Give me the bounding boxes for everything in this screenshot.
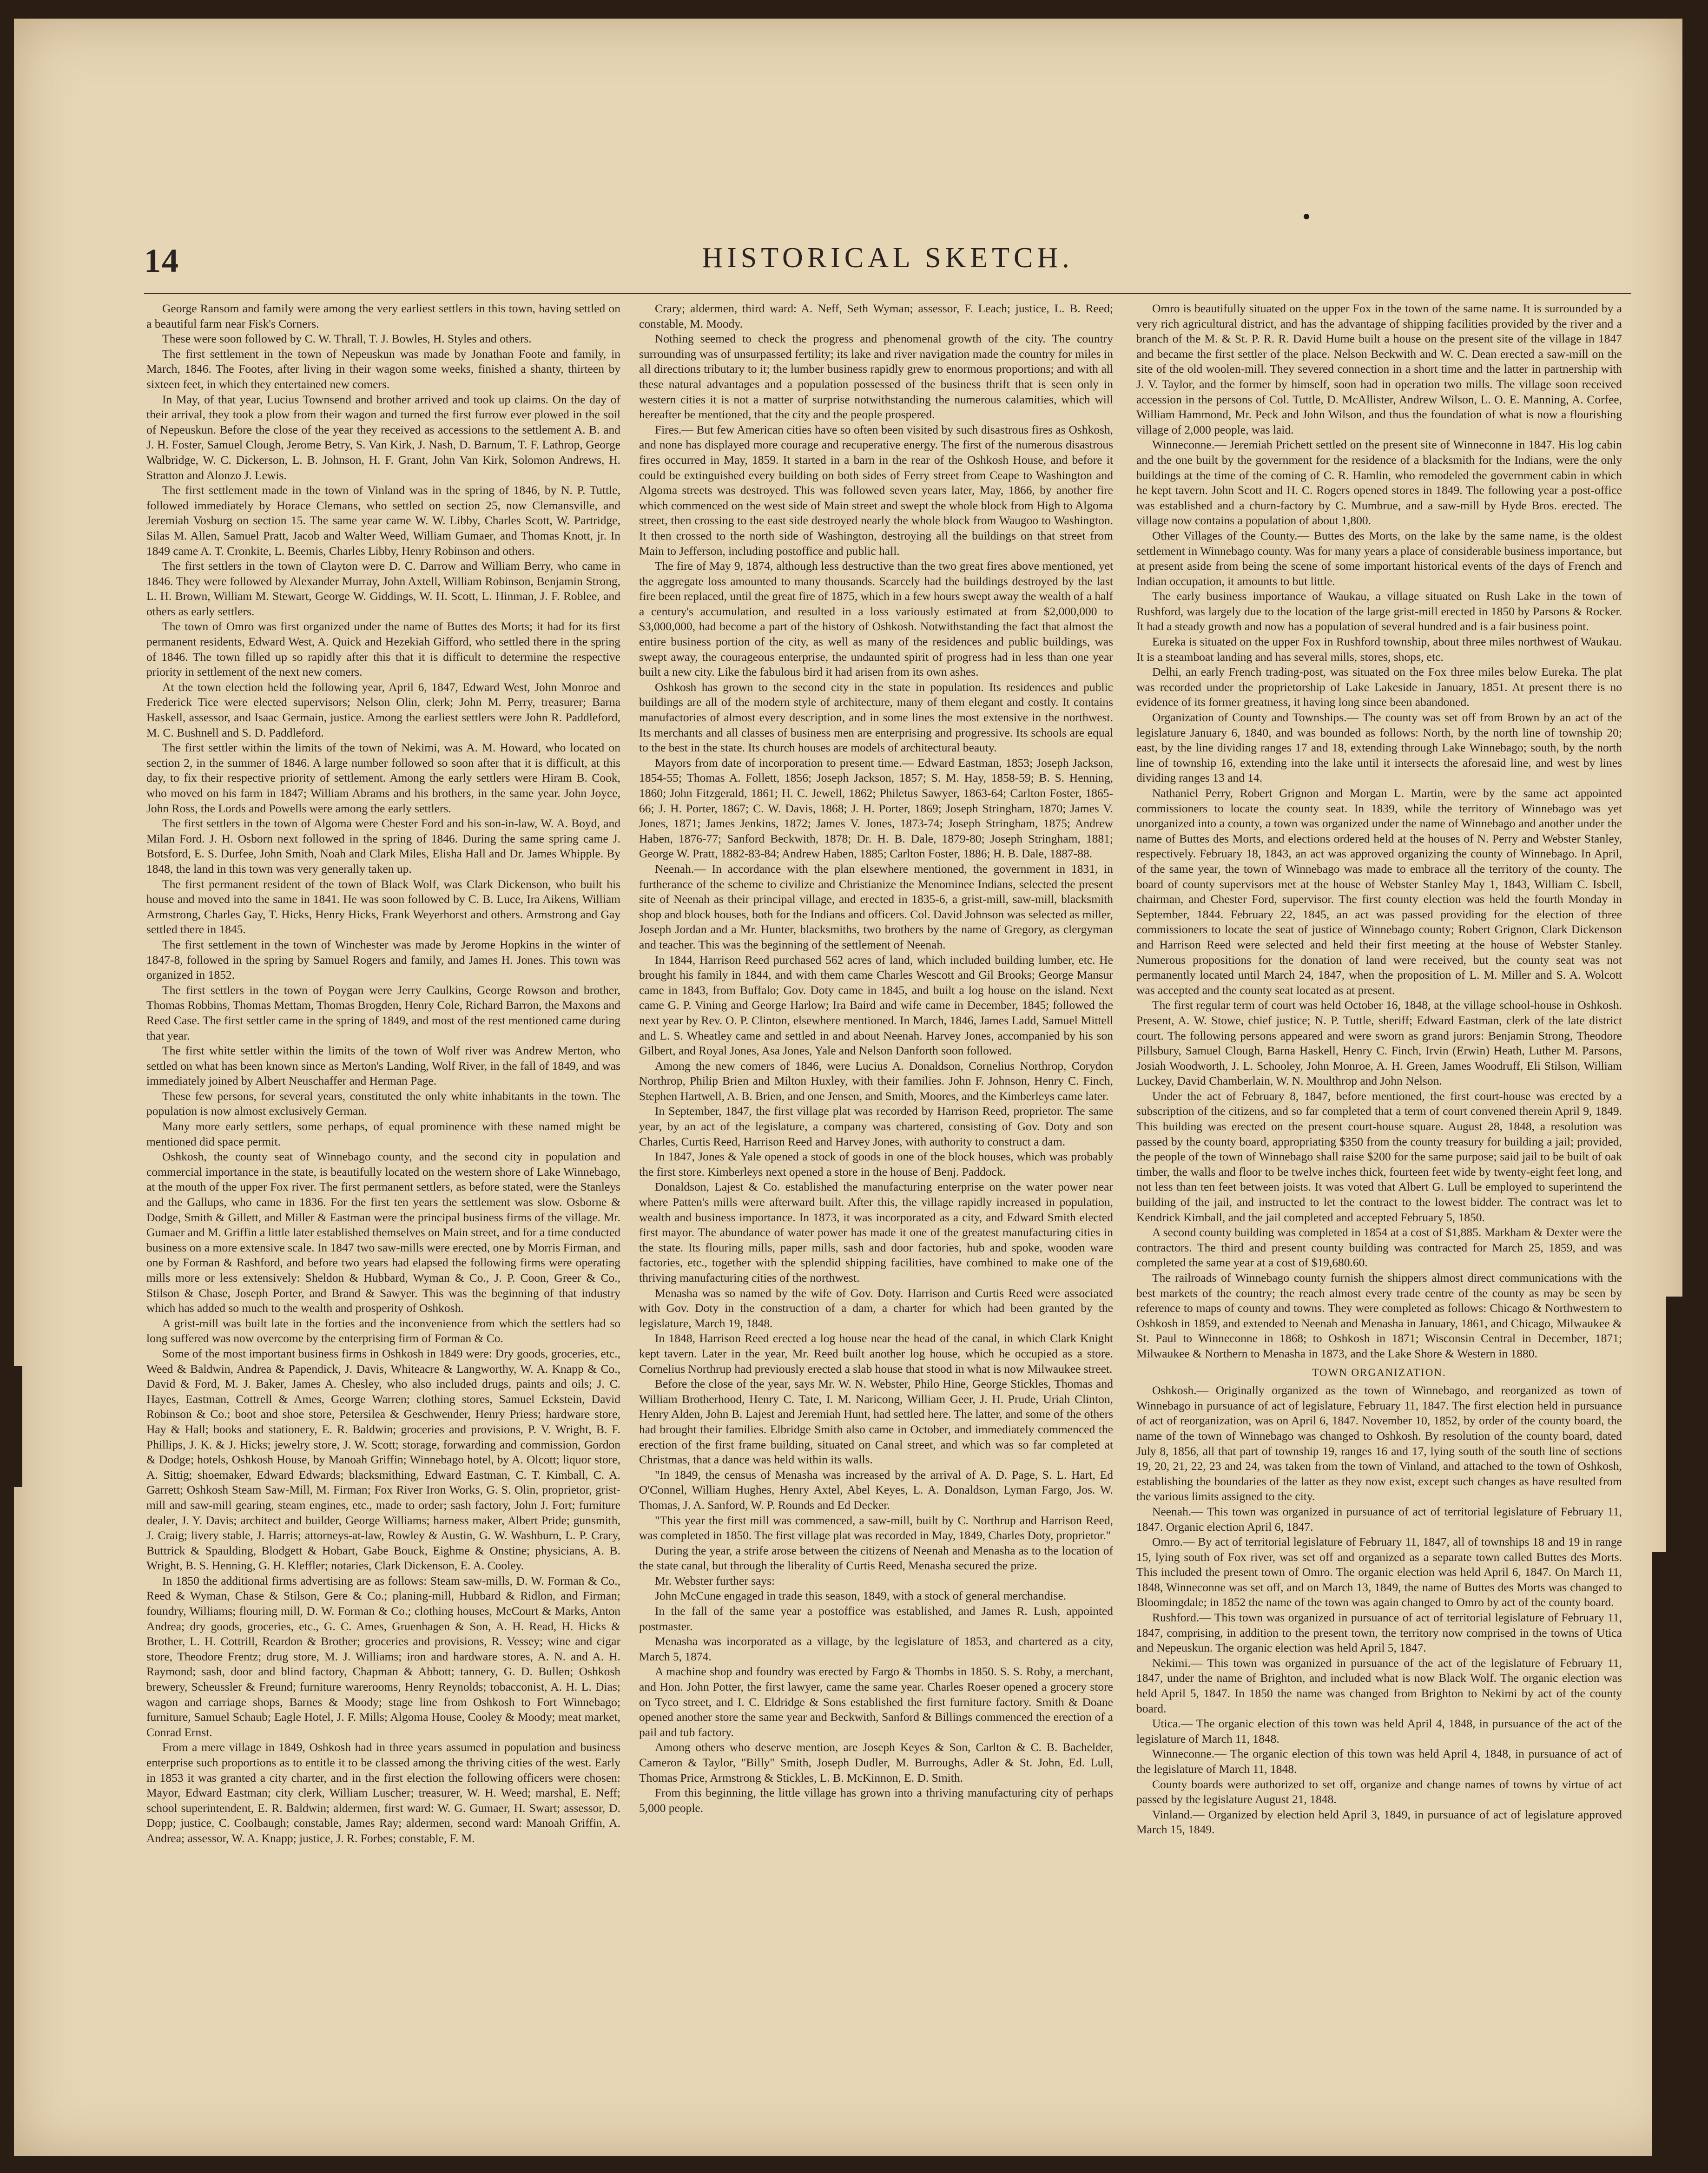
- paragraph: The first white settler within the limits of the town of Wolf river was Andrew Merton, who settled on what has been known since as Merton's Landing, Wolf River, in the fall of 1849, and was immediately joined by Albert Neuschaffer and Herman Page.: [146, 1044, 620, 1088]
- paragraph: Among others who deserve mention, are Joseph Keyes & Son, Carlton & C. B. Bachelder, Cameron & Taylor, "Billy" Smith, Joseph Dudler, M. Burroughs, Adler & St. John, Ed. Lull, Thomas Price, Armstrong & Stickles, L. B. McKinnon, E. D. Smith.: [639, 1740, 1113, 1784]
- paragraph: The first regular term of court was held October 16, 1848, at the village school-house in Oshkosh. Present, A. W. Stowe, chief justice; N. P. Tuttle, sheriff; Edward Eastman, clerk of the late district court. The following persons appeared and were sworn as grand jurors: Benjamin Strong, Theodore Pillsbury, Samuel Clough, Barna Haskell, Henry C. Finch, Irvin (Erwin) Heath, Luther M. Parsons, Josiah Woodworth, J. L. Schooley, John Monroe, A. H. Green, James Woodruff, Eli Stilson, William Luckey, David Chamberlain, W. N. Moulthrop and John Nelson.: [1136, 998, 1622, 1088]
- paragraph: In 1844, Harrison Reed purchased 562 acres of land, which included building lumber, etc. He brought his family in 1844, and with them came Charles Wescott and Gil Brooks; George Mansur came in 1843, from Buffalo; Gov. Doty came in 1845, and built a log house on the island. Next came G. P. Vining and George Harlow; Ira Baird and wife came in December, 1845; followed the next year by Rev. O. P. Clinton, elsewhere mentioned. In March, 1846, James Ladd, Samuel Mittell and L. S. Wheatley came and settled in and about Neenah. Harvey Jones, accompanied by his son Gilbert, and Royal Jones, Asa Jones, Yale and Nelson Danforth soon followed.: [639, 953, 1113, 1058]
- paragraph: The first settlement made in the town of Vinland was in the spring of 1846, by N. P. Tuttle, followed immediately by Horace Clemans, who settled on section 25, now Clemansville, and Jeremiah Vosburg on section 15. The same year came W. W. Libby, Charles Scott, W. Partridge, Silas M. Allen, Samuel Pratt, Jacob and Walter Weed, William Gumaer, and Thomas Knott, jr. In 1849 came A. T. Cronkite, L. Beemis, Charles Libby, Henry Robinson and others.: [146, 483, 620, 558]
- paragraph: The first settlement in the town of Nepeuskun was made by Jonathan Foote and family, in March, 1846. The Footes, after living in their wagon some weeks, finished a shanty, thirteen by sixteen feet, in which they entertained new comers.: [146, 347, 620, 391]
- paragraph: The early business importance of Waukau, a village situated on Rush Lake in the town of Rushford, was largely due to the location of the large grist-mill erected in 1850 by Parsons & Rocker. It had a steady growth and now has a population of several hundred and is a fair business point.: [1136, 589, 1622, 633]
- paragraph: Other Villages of the County.— Buttes des Morts, on the lake by the same name, is the oldest settlement in Winnebago county. Was for many years a place of considerable business importance, but at present aside from being the scene of some important historical events of the days of French and Indian occupation, it amounts to but little.: [1136, 528, 1622, 588]
- paragraph: In 1847, Jones & Yale opened a stock of goods in one of the block houses, which was probably the first store. Kimberleys next opened a store in the house of Benj. Paddock.: [639, 1150, 1113, 1179]
- paragraph: The railroads of Winnebago county furnish the shippers almost direct communications with the best markets of the country; the reach almost every trade centre of the county as may be seen by reference to maps of county and towns. They were completed as follows: Chicago & Northwestern to Oshkosh in 1859, and extended to Neenah and Menasha in January, 1861, and Chicago, Milwaukee & St. Paul to Winneconne in 1868; to Oshkosh in 1871; Wisconsin Central in December, 1871; Milwaukee & Northern to Menasha in 1873, and the Lake Shore & Western in 1880.: [1136, 1271, 1622, 1360]
- section-heading: TOWN ORGANIZATION.: [1312, 1366, 1446, 1378]
- paragraph: Eureka is situated on the upper Fox in Rushford township, about three miles northwest of Waukau. It is a steamboat landing and has several mills, stores, shops, etc.: [1136, 635, 1622, 664]
- paragraph: Omro.— By act of territorial legislature of February 11, 1847, all of townships 18 and 19 in range 15, lying south of Fox river, was set off and organized as a separate town called Buttes des Morts. This included the present town of Omro. The organic election was held April 6, 1847. On March 11, 1848, Winneconne was set off, and on March 13, 1849, the name of Buttes des Morts was changed to Bloomingdale; in 1852 the name of the town was again changed to Omro by act of the county board.: [1136, 1535, 1622, 1609]
- paragraph: Donaldson, Lajest & Co. established the manufacturing enterprise on the water power near where Patten's mills were afterward built. After this, the village rapidly increased in population, wealth and business importance. In 1873, it was incorporated as a city, and Edward Smith elected first mayor. The abundance of water power has made it one of the greatest manufacturing cities in the state. Its flouring mills, paper mills, sash and door factories, hub and spoke, wooden ware factories, etc., together with the splendid shipping facilities, have combined to make one of the thriving manufacturing cities of the northwest.: [639, 1180, 1113, 1284]
- page-number: 14: [144, 242, 179, 279]
- paragraph: Oshkosh.— Originally organized as the town of Winnebago, and reorganized as town of Winnebago in pursuance of act of legislature, February 11, 1847. The first election held in pursuance of act of reorganization, was on April 6, 1847. November 10, 1852, by order of the county board, the name of the town of Winnebago was changed to Oshkosh. By resolution of the county board, dated July 8, 1856, all that part of township 19, ranges 16 and 17, lying south of the south line of sections 19, 20, 21, 22, 23 and 24, was taken from the town of Vinland, and attached to the town of Oshkosh, establishing the boundaries of the latter as they now exist, except such changes as have resulted from the various limits assigned to the city.: [1136, 1383, 1622, 1503]
- paragraph: The first settlement in the town of Winchester was made by Jerome Hopkins in the winter of 1847-8, followed in the spring by Samuel Rogers and family, and James H. Jones. This town was organized in 1852.: [146, 937, 620, 982]
- torn-edge: [1652, 1552, 1685, 2161]
- paragraph: Mr. Webster further says:: [655, 1574, 775, 1587]
- paragraph: In 1850 the additional firms advertising are as follows: Steam saw-mills, D. W. Forman & Co., Reed & Wyman, Chase & Stilson, Gere & Co.; planing-mill, Hubbard & Ridlon, and Firman; foundry, Williams; flouring mill, D. W. Forman & Co.; clothing houses, McCourt & Marks, Anton Andrea; dry goods, groceries, etc., G. C. Ames, Gruenhagen & Son, A. H. Read, H. Hicks & Brother, L. H. Cottrill, Reardon & Brother; groceries and provisions, R. Vessey; wine and cigar store, Theodore Frentz; drug store, M. J. Williams; iron and hardware stores, A. N. and A. H. Raymond; sash, door and blind factory, Chapman & Abbott; tannery, G. D. Bullen; Oshkosh brewery, Scheussler & Freund; furniture warerooms, Henry Reynolds; tobacconist, A. H. L. Dias; wagon and carriage shops, Barnes & Moody; stage line from Oshkosh to Fort Winnebago; furniture, Samuel Schaub; Eagle Hotel, J. F. Mills; Algoma House, Cooley & Moody; meat market, Conrad Ernst.: [146, 1574, 620, 1739]
- paragraph: Organization of County and Townships.— The county was set off from Brown by an act of the legislature January 6, 1840, and was bounded as follows: North, by the north line of township 20; east, by the line dividing ranges 17 and 18, extending through Lake Winnebago; south, by the north line of township 16, extending into the lake until it intersects the aforesaid line, and west by lines dividing ranges 13 and 14.: [1136, 711, 1622, 785]
- paragraph: Some of the most important business firms in Oshkosh in 1849 were: Dry goods, groceries, etc., Weed & Baldwin, Andrea & Papendick, J. Davis, Whiteacre & Langworthy, W. A. Knapp & Co., David & Ford, M. J. Baker, James A. Chesley, who also included drugs, paints and oils; J. C. Hayes, Eastman, Cottrell & Ames, George Warren; clothing stores, Samuel Eckstein, David Robinson & Co.; boot and shoe store, Petersilea & Geschwender, Henry Priess; hardware store, Hay & Hall; books and stationery, E. R. Baldwin; groceries and provisions, P. V. Wright, B. F. Phillips, J. K. & J. Hicks; jewelry store, J. W. Scott; storage, forwarding and commission, Gordon & Dodge; hotels, Oshkosh House, by Manoah Griffin; Winnebago hotel, by A. Olcott; liquor store, A. Sittig; shoemaker, Edward Edwards; blacksmithing, Edward Eastman, C. T. Kimball, C. A. Garrett; Oshkosh Steam Saw-Mill, M. Firman; Fox River Iron Works, G. S. Olin, proprietor, grist-mill and saw-mill gearing, steam engines, etc., made to order; sash factory, John J. Fort; furniture dealer, J. Y. Davis; architect and builder, George Williams; harness maker, Albert Pride; gunsmith, J. Craig; livery stable, J. Harris; attorneys-at-law, Rowley & Austin, G. W. Washburn, L. P. Crary, Buttrick & Spaulding, Blodgett & Hobart, Gabe Bouck, Eighme & Onstine; physicians, A. B. Wright, B. S. Henning, G. H. Kleffler; notaries, Clark Dickenson, E. A. Cooley.: [146, 1346, 620, 1573]
- running-head: HISTORICAL SKETCH.: [702, 242, 1074, 274]
- paragraph: John McCune engaged in trade this season, 1849, with a stock of general merchandise.: [655, 1589, 1067, 1603]
- paragraph: A second county building was completed in 1854 at a cost of $1,885. Markham & Dexter were the contractors. The third and present county building was contracted for March 25, 1859, and was completed the same year at a cost of $19,680.60.: [1136, 1225, 1622, 1270]
- paragraph: Nathaniel Perry, Robert Grignon and Morgan L. Martin, were by the same act appointed commissioners to locate the county seat. In 1839, while the territory of Winnebago was yet unorganized into a county, a town was organized under the name of Winnebago and another under the name of Buttes des Morts, and elections ordered held at the houses of N. Perry and Webster Stanley, respectively. February 18, 1843, an act was approved organizing the county of Winnebago. In April, of the same year, the town of Winnebago was made to embrace all the territory of the county. The board of county supervisors met at the house of Webster Stanley May 1, 1843, William C. Isbell, chairman, and Chester Ford, supervisor. The first county election was held the fourth Monday in September, 1844. February 22, 1845, an act was passed providing for the election of three commissioners to locate the seat of justice of Winnebago county; Robert Grignon, Clark Dickenson and Harrison Reed were selected and held their first meeting at the house of Webster Stanley. Numerous propositions for the donation of land were received, but the county seat was not permanently located until March 24, 1847, when the proposition of L. M. Miller and S. A. Wolcott was accepted and the county seat located as at present.: [1136, 786, 1622, 997]
- paragraph: The first settlers in the town of Clayton were D. C. Darrow and William Berry, who came in 1846. They were followed by Alexander Murray, John Axtell, William Robinson, Benjamin Strong, L. H. Brown, William M. Stewart, George W. Giddings, W. H. Scott, L. Hinman, J. F. Roblee, and others as early settlers.: [146, 559, 620, 618]
- paragraph: Many more early settlers, some perhaps, of equal prominence with these named might be mentioned did space permit.: [146, 1119, 620, 1148]
- paragraph: Menasha was incorporated as a village, by the legislature of 1853, and chartered as a city, March 5, 1874.: [639, 1634, 1113, 1663]
- paragraph: Among the new comers of 1846, were Lucius A. Donaldson, Cornelius Northrop, Corydon Northrop, Philip Brien and Milton Huxley, with their families. John F. Johnson, Henry C. Finch, Stephen Hartwell, A. B. Brien, and one Jensen, and Smith, Moores, and the Kimberleys came later.: [639, 1059, 1113, 1103]
- paragraph: These few persons, for several years, constituted the only white inhabitants in the town. The population is now almost exclusively German.: [146, 1089, 620, 1118]
- paragraph: Crary; aldermen, third ward: A. Neff, Seth Wyman; assessor, F. Leach; justice, L. B. Reed; constable, M. Moody.: [639, 302, 1113, 330]
- paragraph: Fires.— But few American cities have so often been visited by such disastrous fires as Oshkosh, and none has displayed more courage and recuperative energy. The first of the numerous disastrous fires occurred in May, 1859. It started in a barn in the rear of the Oshkosh House, and before it could be extinguished every building on both sides of Ferry street from Ceape to Washington and Algoma streets was destroyed. This was followed seven years later, May, 1866, by another fire which commenced on the west side of Main street and swept the whole block from High to Algoma street, then crossing to the east side destroyed nearly the whole block from Waugoo to Washington. It then crossed to the north side of Washington, destroying all the buildings on that street from Main to Jefferson, including postoffice and public hall.: [639, 422, 1113, 558]
- paragraph: In September, 1847, the first village plat was recorded by Harrison Reed, proprietor. The same year, by an act of the legislature, a company was chartered, consisting of Gov. Doty and son Charles, Curtis Reed, Harrison Reed and Harvey Jones, with authority to construct a dam.: [639, 1104, 1113, 1148]
- paragraph: The first settler within the limits of the town of Nekimi, was A. M. Howard, who located on section 2, in the summer of 1846. A large number followed so soon after that it is difficult, at this day, to fix their respective priority of settlement. Among the early settlers were Hiram B. Cook, who moved on his farm in 1847; William Abrams and his brothers, in the same year. John Joyce, John Ross, the Lords and Powells were among the early settlers.: [146, 741, 620, 815]
- paragraph: In the fall of the same year a postoffice was established, and James R. Lush, appointed postmaster.: [639, 1604, 1113, 1633]
- paragraph: From a mere village in 1849, Oshkosh had in three years assumed in population and business enterprise such proportions as to entitle it to be classed among the thriving cities of the west. Early in 1853 it was granted a city charter, and in the first election the following officers were chosen: Mayor, Edward Eastman; city clerk, William Luscher; treasurer, W. H. Weed; marshal, E. Neff; school superintendent, E. R. Baldwin; aldermen, first ward: W. G. Gumaer, H. Swart; assessor, D. Dopp; justice, C. Coolbaugh; constable, James Ray; aldermen, second ward: Manoah Griffin, A. Andrea; assessor, W. A. Knapp; justice, J. R. Forbes; constable, F. M.: [146, 1740, 620, 1845]
- paragraph: Winneconne.— The organic election of this town was held April 4, 1848, in pursuance of act of the legislature of March 11, 1848.: [1136, 1747, 1622, 1776]
- column-1: [146, 301, 620, 2076]
- column-3: [1136, 301, 1622, 2076]
- paragraph: Neenah.— This town was organized in pursuance of act of territorial legislature of February 11, 1847. Organic election April 6, 1847.: [1136, 1504, 1622, 1534]
- paragraph: Mayors from date of incorporation to present time.— Edward Eastman, 1853; Joseph Jackson, 1854-55; Thomas A. Follett, 1856; Joseph Jackson, 1857; S. M. Hay, 1858-59; B. S. Henning, 1860; John Fitzgerald, 1861; H. C. Jewell, 1862; Philetus Sawyer, 1863-64; Carlton Foster, 1865-66; J. H. Porter, 1867; C. W. Davis, 1868; J. H. Porter, 1869; Joseph Stringham, 1870; James V. Jones, 1871; James Jenkins, 1872; James V. Jones, 1873-74; Joseph Stringham, 1875; Andrew Haben, 1876-77; Sanford Beckwith, 1878; Dr. H. B. Dale, 1879-80; Joseph Stringham, 1881; George W. Pratt, 1882-83-84; Andrew Haben, 1885; Carlton Foster, 1886; H. B. Dale, 1887-88.: [639, 756, 1113, 861]
- paragraph: The first permanent resident of the town of Black Wolf, was Clark Dickenson, who built his house and moved into the same in 1841. He was soon followed by C. B. Luce, Ira Aikens, William Armstrong, Charles Gay, T. Hicks, Henry Hicks, Frank Weyerhorst and others. Armstrong and Gay settled there in 1845.: [146, 877, 620, 936]
- paragraph: At the town election held the following year, April 6, 1847, Edward West, John Monroe and Frederick Tice were elected supervisors; Nelson Olin, clerk; John M. Perry, treasurer; Barna Haskell, assessor, and Isaac Germain, justice. Among the earliest settlers were John R. Paddleford, M. C. Bushnell and S. D. Paddleford.: [146, 680, 620, 739]
- paragraph: County boards were authorized to set off, organize and change names of towns by virtue of act passed by the legislature August 21, 1848.: [1136, 1777, 1622, 1806]
- paragraph: "This year the first mill was commenced, a saw-mill, built by C. Northrup and Harrison Reed, was completed in 1850. The first village plat was recorded in May, 1849, Charles Doty, proprietor.": [639, 1513, 1113, 1542]
- paragraph: During the year, a strife arose between the citizens of Neenah and Menasha as to the location of the state canal, but through the liberality of Curtis Reed, Menasha secured the prize.: [639, 1543, 1113, 1573]
- paragraph: Delhi, an early French trading-post, was situated on the Fox three miles below Eureka. The plat was recorded under the proprietorship of Lake Lakeside in January, 1851. At present there is no evidence of its former greatness, it having long since been abandoned.: [1136, 665, 1622, 709]
- paragraph: The first settlers in the town of Algoma were Chester Ford and his son-in-law, W. A. Boyd, and Milan Ford. J. H. Osborn next followed in the spring of 1846. During the same spring came J. Botsford, E. S. Durfee, John Smith, Noah and Clark Miles, Elisha Hall and Dr. James Whipple. By 1848, the land in this town was very generally taken up.: [146, 817, 620, 876]
- paragraph: The town of Omro was first organized under the name of Buttes des Morts; it had for its first permanent residents, Edward West, A. Quick and Hezekiah Gifford, who settled there in the spring of 1846. The town filled up so rapidly after this that it is difficult to determine the respective priority in settlement of the next new comers.: [146, 619, 620, 679]
- column-2: [639, 301, 1113, 2076]
- paragraph: From this beginning, the little village has grown into a thriving manufacturing city of perhaps 5,000 people.: [639, 1786, 1113, 1815]
- paragraph: Oshkosh, the county seat of Winnebago county, and the second city in population and commercial importance in the state, is beautifully located on the western shore of Lake Winnebago, at the mouth of the upper Fox river. The first permanent settlers, as before stated, were the Stanleys and the Gallups, who came in 1836. For the first ten years the settlement was slow. Osborne & Dodge, Smith & Gillett, and Miller & Eastman were the principal business firms of the village. Mr. Gumaer and M. Griffin a little later established themselves on Main street, and for a time conducted business on a more extensive scale. In 1847 two saw-mills were erected, one by Morris Firman, and one by Forman & Rashford, and before two years had elapsed the following firms were operating mills more or less extensively: Sheldon & Hubbard, Wyman & Co., J. P. Coon, Greer & Co., Stilson & Chase, Joseph Porter, and Brand & Sawyer. This was the beginning of that industry which has added so much to the wealth and prosperity of Oshkosh.: [146, 1150, 620, 1315]
- paragraph: Nothing seemed to check the progress and phenomenal growth of the city. The country surrounding was of unsurpassed fertility; its lake and river navigation made the country for miles in all directions tributary to it; the lumber business rapidly grew to enormous proportions; and with all these natural advantages and a population possessed of the business thrift that is seen only in western cities it is not a matter of surprise notwithstanding the numerous calamities, which will hereafter be mentioned, that the city and the people prospered.: [639, 332, 1113, 421]
- paragraph: In May, of that year, Lucius Townsend and brother arrived and took up claims. On the day of their arrival, they took a plow from their wagon and turned the first furrow ever plowed in the soil of Nepeuskun. Before the close of the year they received as accessions to the settlement A. B. and J. H. Foster, Samuel Clough, Jerome Betry, S. Van Kirk, J. Nash, D. Barnum, T. F. Lathrop, George Walbridge, W. C. Dickerson, L. B. Johnson, H. F. Grant, John Van Kirk, Solomon Andrews, H. Stratton and Alonzo J. Lewis.: [146, 392, 620, 482]
- paragraph: Neenah.— In accordance with the plan elsewhere mentioned, the government in 1831, in furtherance of the scheme to civilize and Christianize the Menominee Indians, selected the present site of Neenah as their principal village, and erected in 1835-6, a grist-mill, saw-mill, blacksmith shop and block houses, both for the Indians and officers. Col. David Johnson was selected as miller, Joseph Jordan and a Mr. Hunter, blacksmiths, two brothers by the name of Gregory, as clergyman and teacher. This was the beginning of the settlement of Neenah.: [639, 862, 1113, 951]
- paragraph: Oshkosh has grown to the second city in the state in population. Its residences and public buildings are all of the modern style of architecture, many of them elegant and costly. It contains manufactories of almost every description, and in some lines the most extensive in the northwest. Its merchants and all classes of business men are enterprising and progressive. Its schools are equal to the best in the state. Its church houses are models of architectural beauty.: [639, 680, 1113, 755]
- paragraph: Omro is beautifully situated on the upper Fox in the town of the same name. It is surrounded by a very rich agricultural district, and has the advantage of shipping facilities provided by the river and a branch of the M. & St. P. R. R. David Hume built a house on the present site of the village in 1847 and became the first settler of the place. Nelson Beckwith and W. C. Dean erected a saw-mill on the site of the old woolen-mill. They severed connection in a short time and the latter in partnership with J. V. Taylor, and the former by himself, soon had in operation two mills. The village soon received accession in the persons of Col. Tuttle, D. McAllister, Andrew Wilson, L. O. E. Manning, A. Corfee, William Hammond, Mr. Peck and John Wilson, and thus the foundation of what is now a flourishing village of 2,000 people, was laid.: [1136, 302, 1622, 436]
- paragraph: Vinland.— Organized by election held April 3, 1849, in pursuance of act of legislature approved March 15, 1849.: [1136, 1807, 1622, 1837]
- paragraph: Nekimi.— This town was organized in pursuance of the act of the legislature of February 11, 1847, under the name of Brighton, and included what is now Black Wolf. The organic election was held April 5, 1847. In 1850 the name was changed from Brighton to Nekimi by act of the county board.: [1136, 1656, 1622, 1715]
- ink-speck: [1304, 214, 1309, 219]
- paragraph: These were soon followed by C. W. Thrall, T. J. Bowles, H. Styles and others.: [162, 332, 532, 346]
- paragraph: The fire of May 9, 1874, although less destructive than the two great fires above mentioned, yet the aggregate loss amounted to many thousands. Scarcely had the buildings destroyed by the last fire been replaced, until the great fire of 1875, which in a few hours swept away the wealth of a half a century's accumulation, and resulted in a loss variously estimated at from $2,000,000 to $3,000,000, had become a part of the history of Oshkosh. Notwithstanding the fact that almost the entire business portion of the city, as well as many of the residences and public buildings, was swept away, the courageous enterprise, the undaunted spirit of progress had in less than one year built a new city. Like the fabulous bird it had arisen from its own ashes.: [639, 559, 1113, 679]
- paragraph: Under the act of February 8, 1847, before mentioned, the first court-house was erected by a subscription of the citizens, and so far completed that a term of court convened therein April 9, 1849. This building was erected on the present court-house square. August 28, 1848, a resolution was passed by the county board, appropriating $350 from the county treasury for building a jail; provided, the people of the town of Winnebago shall raise $200 for the same purpose; said jail to be built of oak timber, the walls and floor to be twelve inches thick, fourteen feet wide by twenty-eight feet long, and not less than ten feet between joists. It was voted that Albert G. Lull be employed to superintend the building of the jail, and instructed to let the contract to the lowest bidder. The contract was let to Kendrick Kimball, and the jail completed and accepted February 5, 1850.: [1136, 1089, 1622, 1224]
- paragraph: The first settlers in the town of Poygan were Jerry Caulkins, George Rowson and brother, Thomas Robbins, Thomas Mettam, Thomas Brogden, Henry Cole, Richard Barron, the Maxons and Reed Case. The first settler came in the spring of 1849, and most of the rest mentioned came during that year.: [146, 983, 620, 1042]
- paragraph: "In 1849, the census of Menasha was increased by the arrival of A. D. Page, S. L. Hart, Ed O'Connel, William Hughes, Henry Axtel, Abel Keyes, L. A. Donaldson, Lyman Fargo, Jos. W. Thomas, J. A. Sanford, W. P. Rounds and Ed Decker.: [639, 1468, 1113, 1512]
- paragraph: George Ransom and family were among the very earliest settlers in this town, having settled on a beautiful farm near Fisk's Corners.: [146, 302, 620, 330]
- paragraph: Utica.— The organic election of this town was held April 4, 1848, in pursuance of the act of the legislature of March 11, 1848.: [1136, 1717, 1622, 1745]
- header-rule: [144, 293, 1631, 294]
- paragraph: A grist-mill was built late in the forties and the inconvenience from which the settlers had so long suffered was now overcome by the enterprising firm of Forman & Co.: [146, 1316, 620, 1345]
- paragraph: Rushford.— This town was organized in pursuance of act of territorial legislature of February 11, 1847, comprising, in addition to the present town, the territory now comprised in the towns of Utica and Nepeuskun. The organic election was held April 5, 1847.: [1136, 1611, 1622, 1655]
- paragraph: Before the close of the year, says Mr. W. N. Webster, Philo Hine, George Stickles, Thomas and William Brotherhood, Henry C. Tate, I. M. Naricong, William Geer, J. H. Prude, Uriah Clinton, Henry Alden, John B. Lajest and Jeremiah Hunt, had settled here. The latter, and some of the others had brought their families. Elbridge Smith also came in October, and immediately commenced the erection of the first frame building, situated on Canal street, and which was so far completed at Christmas, that a dance was held within its walls.: [639, 1377, 1113, 1467]
- torn-edge: [14, 1366, 22, 1487]
- page-header: [144, 242, 1631, 293]
- paragraph: Menasha was so named by the wife of Gov. Doty. Harrison and Curtis Reed were associated with Gov. Doty in the construction of a dam, a charter for which had been granted by the legislature, March 19, 1848.: [639, 1286, 1113, 1330]
- paragraph: Winneconne.— Jeremiah Prichett settled on the present site of Winneconne in 1847. His log cabin and the one built by the government for the residence of a blacksmith for the Indians, were the only buildings at the time of the coming of C. R. Hamlin, who remodeled the government cabin in which he kept tavern. John Scott and H. C. Rogers opened stores in 1849. The following year a post-office was established and a churn-factory by C. Mumbrue, and a saw-mill by Hyde Bros. erected. The village now contains a population of about 1,800.: [1136, 438, 1622, 527]
- paragraph: In 1848, Harrison Reed erected a log house near the head of the canal, in which Clark Knight kept tavern. Later in the year, Mr. Reed built another log house, which he occupied as a store. Cornelius Northrup had previously erected a slab house that stood in what is now Milwaukee street.: [639, 1331, 1113, 1376]
- paragraph: A machine shop and foundry was erected by Fargo & Thombs in 1850. S. S. Roby, a merchant, and Hon. John Potter, the first lawyer, came the same year. Charles Roeser opened a grocery store on Tyco street, and I. C. Eldridge & Sons established the first furniture factory. Smith & Doane opened another store the same year and Beckwith, Sanford & Billings commenced the erection of a pail and tub factory.: [639, 1665, 1113, 1739]
